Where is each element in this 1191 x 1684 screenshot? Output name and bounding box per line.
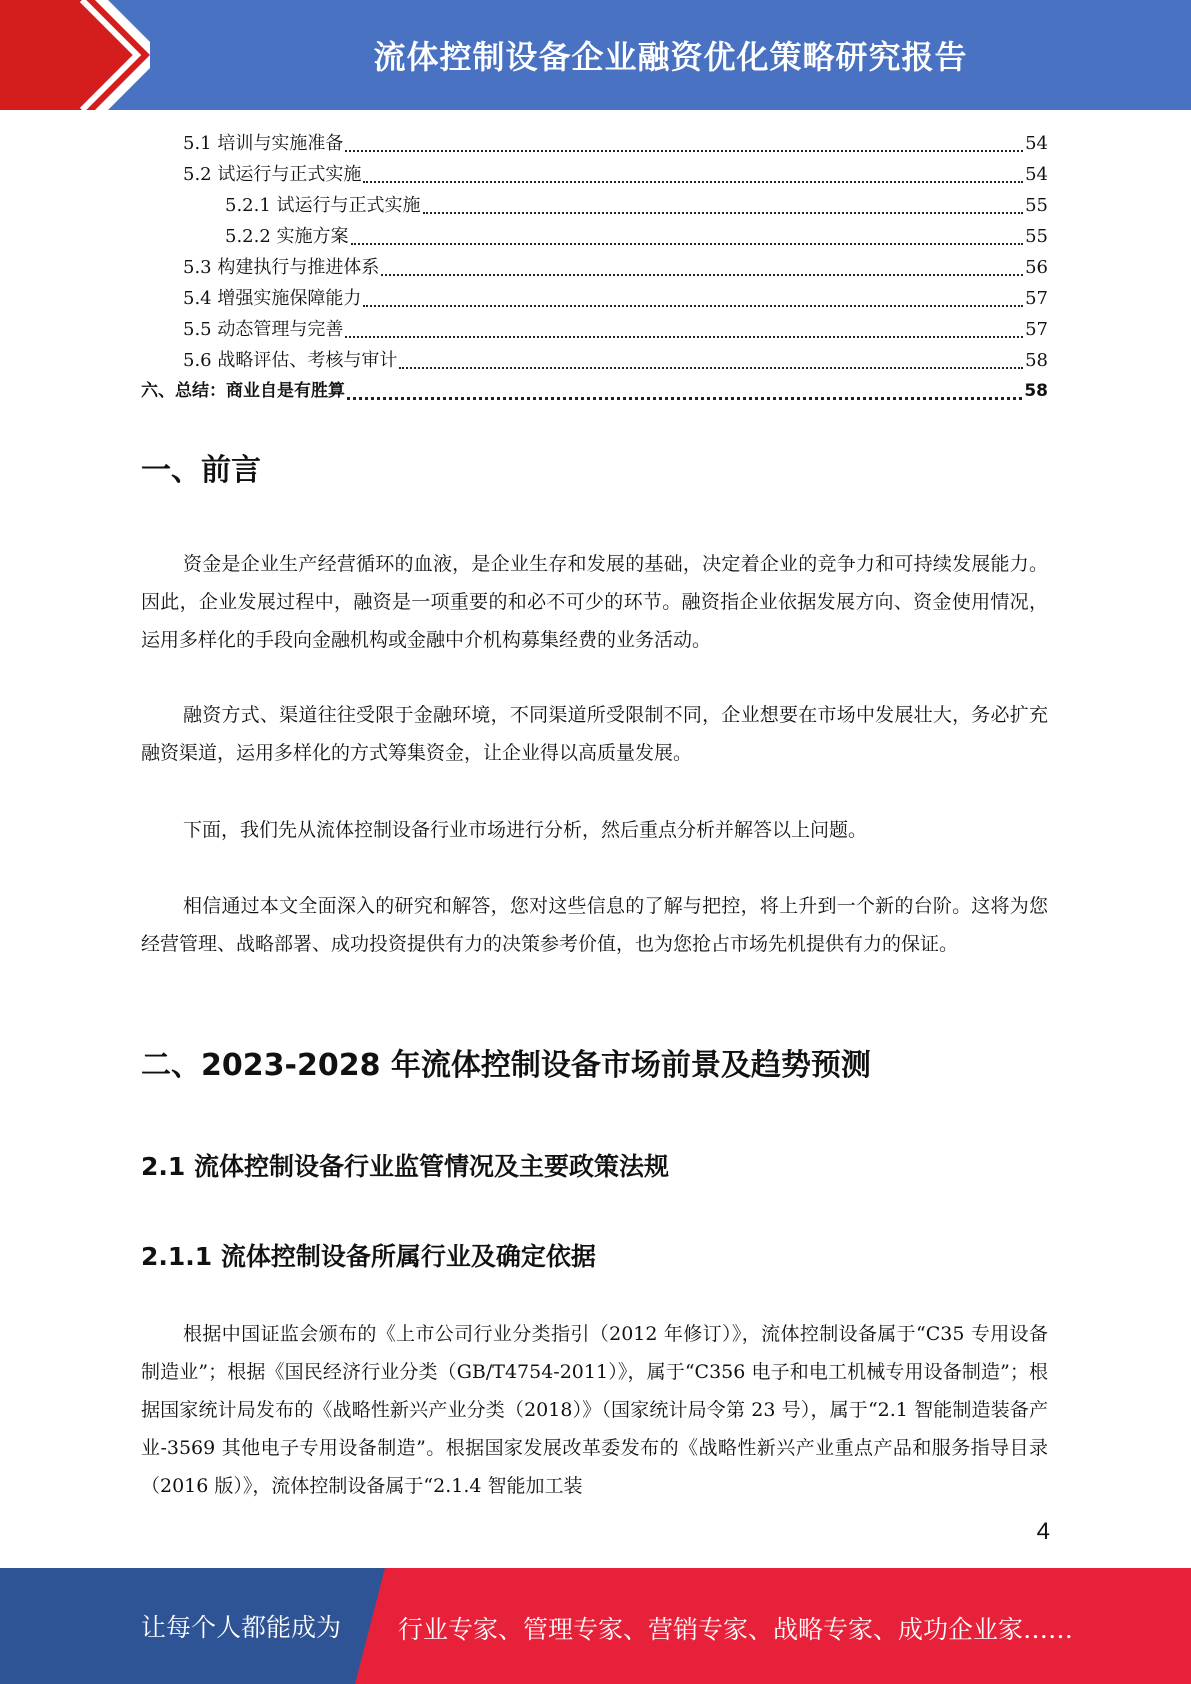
toc-entry-label: 5.2.2 实施方案 [225, 226, 349, 247]
toc-leader [345, 150, 1023, 152]
table-of-contents [141, 128, 1048, 407]
toc-leader [399, 367, 1023, 369]
toc-entry-page: 54 [1025, 164, 1048, 185]
toc-entry-page: 57 [1025, 319, 1048, 340]
footer-slogan-left: 让每个人都能成为 [141, 1613, 342, 1642]
toc-leader [363, 305, 1023, 307]
toc-entry-label: 六、总结：商业自是有胜算 [141, 381, 345, 401]
paragraph: 根据中国证监会颁布的《上市公司行业分类指引（2012 年修订）》，流体控制设备属于“C35 专用设备制造业”；根据《国民经济行业分类（GB/T4754-2011）》，属于“C356 电子和电工机械专用设备制造”；根据国家统计局发布的《战略性新兴产业分类（2018）》（国家统计局令第 23 号），属于“2.1 智能制造装备产业-3569 其他电子专用设备制造”。根据国家发展改革委发布的《战略性新兴产业重点产品和服务指导目录（2016 版）》，流体控制设备属于“2.1.4 智能加工装 [141, 1323, 1048, 1497]
toc-entry[interactable] [141, 221, 1048, 252]
page-number: 4 [1036, 1518, 1050, 1545]
toc-entry-label: 5.2 试运行与正式实施 [183, 164, 362, 185]
toc-entry-label: 5.1 培训与实施准备 [183, 133, 344, 154]
toc-leader [345, 336, 1023, 338]
toc-entry-label: 5.3 构建执行与推进体系 [183, 257, 380, 278]
heading-section-2-1-1: 2.1.1 流体控制设备所属行业及确定依据 [141, 1242, 596, 1271]
toc-entry[interactable] [141, 190, 1048, 221]
heading-chapter-2: 二、2023-2028 年流体控制设备市场前景及趋势预测 [141, 1048, 871, 1083]
toc-entry-page: 58 [1025, 350, 1048, 371]
toc-entry-page: 55 [1025, 226, 1048, 247]
toc-entry-page: 55 [1025, 195, 1048, 216]
toc-leader [363, 181, 1023, 183]
toc-entry-label: 5.2.1 试运行与正式实施 [225, 195, 421, 216]
toc-entry-page: 54 [1025, 133, 1048, 154]
toc-entry-label: 5.6 战略评估、考核与审计 [183, 350, 398, 371]
toc-leader [381, 274, 1023, 276]
toc-entry-label: 5.4 增强实施保障能力 [183, 288, 362, 309]
toc-entry-page: 57 [1025, 288, 1048, 309]
toc-entry[interactable] [141, 283, 1048, 314]
toc-leader [347, 397, 1022, 400]
heading-preface: 一、前言 [141, 453, 261, 488]
toc-entry-label: 5.5 动态管理与完善 [183, 319, 344, 340]
toc-entry[interactable] [141, 159, 1048, 190]
toc-entry[interactable] [141, 252, 1048, 283]
toc-entry[interactable] [141, 128, 1048, 159]
paragraph: 资金是企业生产经营循环的血液，是企业生存和发展的基础，决定着企业的竞争力和可持续发展能力。因此，企业发展过程中，融资是一项重要的和必不可少的环节。融资指企业依据发展方向、资金使用情况，运用多样化的手段向金融机构或金融中介机构募集经费的业务活动。 [141, 553, 1048, 651]
toc-entry[interactable] [141, 314, 1048, 345]
heading-section-2-1: 2.1 流体控制设备行业监管情况及主要政策法规 [141, 1152, 669, 1181]
footer-slogan-right: 行业专家、管理专家、营销专家、战略专家、成功企业家…… [398, 1615, 1074, 1644]
header-red-arrow [0, 0, 150, 110]
report-title: 流体控制设备企业融资优化策略研究报告 [373, 38, 968, 76]
toc-leader [351, 243, 1024, 245]
toc-entry[interactable] [141, 345, 1048, 376]
toc-entry-chapter[interactable] [141, 376, 1048, 407]
paragraph: 相信通过本文全面深入的研究和解答，您对这些信息的了解与把控，将上升到一个新的台阶。这将为您经营管理、战略部署、成功投资提供有力的决策参考价值，也为您抢占市场先机提供有力的保证。 [141, 895, 1048, 955]
paragraph: 融资方式、渠道往往受限于金融环境，不同渠道所受限制不同，企业想要在市场中发展壮大，务必扩充融资渠道，运用多样化的方式筹集资金，让企业得以高质量发展。 [141, 704, 1048, 764]
toc-entry-page: 56 [1025, 257, 1048, 278]
toc-leader [423, 212, 1024, 214]
paragraph: 下面，我们先从流体控制设备行业市场进行分析，然后重点分析并解答以上问题。 [183, 819, 868, 841]
toc-entry-page: 58 [1024, 381, 1048, 401]
